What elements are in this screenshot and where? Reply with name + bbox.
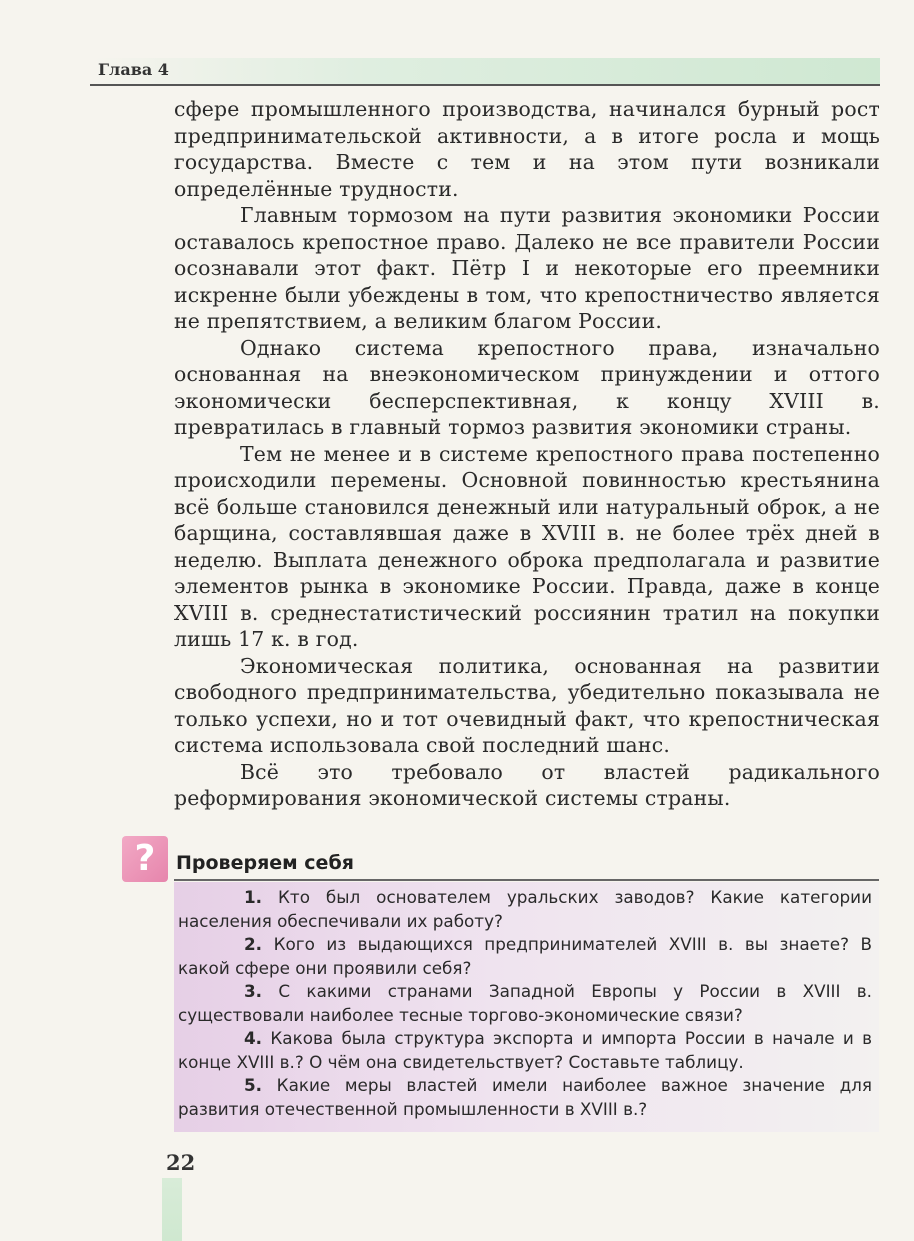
paragraph: Однако система крепостного права, изначально основанная на внеэкономическом принуждении и оттого экономически бесперспективная, к концу XVIII в. превратилась в главный тормоз развития экономики страны. xyxy=(174,335,880,439)
question-list xyxy=(178,886,872,1121)
question-item xyxy=(178,1074,872,1121)
chapter-title: Глава 4 xyxy=(98,60,169,79)
question-item xyxy=(178,1027,872,1074)
question-text: Кого из выдающихся предпринимателей XVIII в. вы знаете? В какой сфере они проявили себя? xyxy=(178,934,872,978)
question-mark-icon xyxy=(122,836,168,882)
main-text xyxy=(174,96,880,812)
question-text: С какими странами Западной Европы у России в XVIII в. существовали наиболее тесные торгово-экономические связи? xyxy=(178,981,872,1025)
question-text: Кто был основателем уральских заводов? Какие категории населения обеспечивали их работу? xyxy=(178,887,872,931)
paragraph: Тем не менее и в системе крепостного права постепенно происходили перемены. Основной повинностью крестьянина всё больше становился денежный или натуральный оброк, а не барщина, составлявшая даже в XVIII в. не более трёх дней в неделю. Выплата денежного оброка предполагала и развитие элементов рынка в экономике России. Правда, даже в конце XVIII в. среднестатистический россиянин тратил на покупки лишь 17 к. в год. xyxy=(174,441,880,651)
review-title: Проверяем себя xyxy=(176,852,354,874)
paragraph: сфере промышленного производства, начинался бурный рост предпринимательской активности, а в итоге росла и мощь государства. Вместе с тем и на этом пути возникали определённые трудности. xyxy=(174,97,880,201)
question-item xyxy=(178,933,872,980)
side-strip xyxy=(162,1178,182,1241)
question-text: Какова была структура экспорта и импорта России в начале и в конце XVIII в.? О чём она свидетельствует? Составьте таблицу. xyxy=(178,1028,872,1072)
question-item xyxy=(178,886,872,933)
question-mark-glyph: ? xyxy=(134,838,156,879)
paragraph: Всё это требовало от властей радикального реформирования экономической системы страны. xyxy=(174,759,880,810)
question-text: Какие меры властей имели наиболее важное значение для развития отечественной промышленности в XVIII в.? xyxy=(178,1075,872,1119)
question-number: 5. xyxy=(244,1075,263,1095)
review-rule xyxy=(174,879,879,881)
header-rule xyxy=(90,84,880,86)
question-item xyxy=(178,980,872,1027)
page-number: 22 xyxy=(166,1150,196,1175)
question-number: 3. xyxy=(244,981,263,1001)
question-number: 4. xyxy=(244,1028,263,1048)
paragraph: Экономическая политика, основанная на развитии свободного предпринимательства, убедительно показывала не только успехи, но и тот очевидный факт, что крепостническая система использовала свой последний шанс. xyxy=(174,653,880,757)
question-number: 2. xyxy=(244,934,263,954)
paragraph: Главным тормозом на пути развития экономики России оставалось крепостное право. Далеко не все правители России осознавали этот факт. Пётр I и некоторые его преемники искренне были убеждены в том, что крепостничество является не препятствием, а великим благом России. xyxy=(174,203,880,333)
question-number: 1. xyxy=(244,887,263,907)
header-bar xyxy=(90,58,880,84)
